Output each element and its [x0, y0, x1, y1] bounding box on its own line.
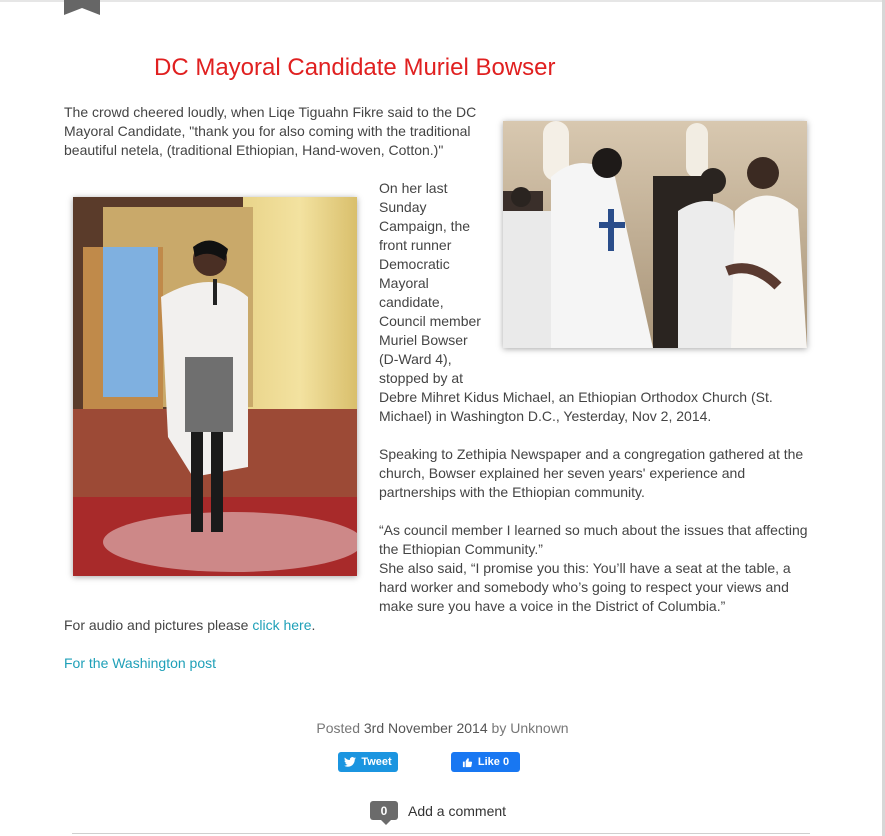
- campaign-line: Sunday: [379, 199, 427, 215]
- campaign-line: Council member: [379, 313, 481, 329]
- thumbs-up-icon: [462, 757, 473, 768]
- experience-paragraph: Speaking to Zethipia Newspaper and a congregation gathered at the church, Bowser explained her seven years' experience and partnerships with the Ethiopian community.: [379, 446, 804, 500]
- church-visit-paragraph: Debre Mihret Kidus Michael, an Ethiopian Orthodox Church (St. Michael) in Washington D.C., Yesterday, Nov 2, 2014.: [379, 389, 773, 424]
- by-label: by: [491, 720, 507, 736]
- tweet-label: Tweet: [361, 756, 392, 768]
- facebook-like-button[interactable]: [451, 752, 520, 772]
- campaign-line: (D-Ward 4),: [379, 351, 452, 367]
- comments-divider: [72, 833, 810, 834]
- posted-label: Posted: [316, 720, 360, 736]
- click-here-link[interactable]: click here: [252, 617, 312, 633]
- post-author[interactable]: Unknown: [510, 720, 569, 736]
- candidate-speaking-photo: [73, 197, 357, 576]
- twitter-bird-icon: [344, 757, 356, 767]
- campaign-line: On her last: [379, 180, 448, 196]
- campaign-line: Mayoral: [379, 275, 429, 291]
- add-comment-label: Add a comment: [408, 802, 507, 819]
- post-date[interactable]: 3rd November 2014: [363, 720, 488, 736]
- post-title: DC Mayoral Candidate Muriel Bowser: [154, 54, 556, 81]
- comment-bubble-icon: [370, 801, 398, 820]
- post-meta: [0, 720, 885, 736]
- washington-post-link[interactable]: For the Washington post: [64, 655, 217, 671]
- quote-paragraph-2: She also said, “I promise you this: You’ll have a seat at the table, a hard worker and somebody who’s going to respect your views and make sure you have a voice in the District of Columbia.”: [379, 560, 791, 614]
- page-top-border: [0, 0, 885, 2]
- campaign-line: candidate,: [379, 294, 444, 310]
- campaign-line: stopped by at: [379, 370, 464, 386]
- audio-suffix: .: [311, 617, 316, 633]
- quote-paragraph-1: “As council member I learned so much about the issues that affecting the Ethiopian Community.”: [379, 522, 808, 557]
- intro-paragraph: The crowd cheered loudly, when Liqe Tiguahn Fikre said to the DC Mayoral Candidate, "thank you for also coming with the traditional beautiful netela, (traditional Ethiopian, Hand-woven, Cotton.)": [64, 104, 477, 158]
- audio-prefix: For audio and pictures please: [64, 617, 253, 633]
- wapo-paragraph: [64, 654, 484, 673]
- campaign-line: Muriel Bowser: [379, 332, 468, 348]
- campaign-paragraph-column: [379, 179, 509, 388]
- add-comment-link[interactable]: [370, 801, 506, 820]
- congregation-photo: [503, 121, 807, 348]
- campaign-line: Campaign, the: [379, 218, 471, 234]
- audio-paragraph: [64, 616, 484, 635]
- like-label: Like 0: [477, 756, 510, 768]
- campaign-line: front runner: [379, 237, 452, 253]
- tweet-button[interactable]: [338, 752, 398, 772]
- bookmark-icon: [64, 0, 100, 15]
- comment-count: 0: [380, 803, 388, 818]
- campaign-line: Democratic: [379, 256, 450, 272]
